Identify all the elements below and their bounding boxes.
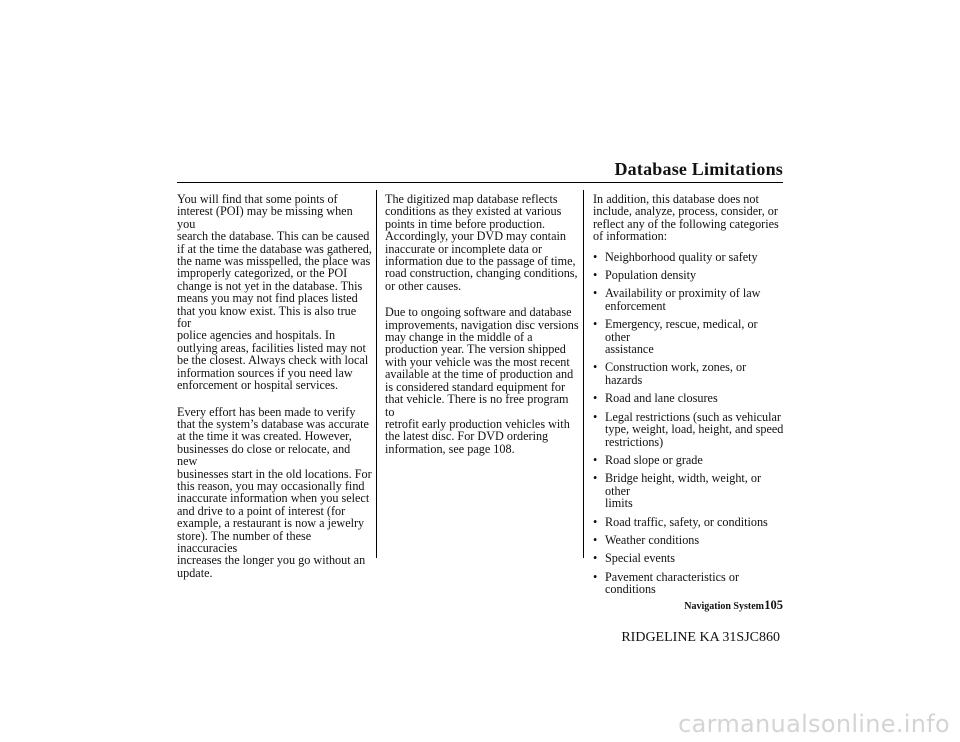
list-item-text: Emergency, rescue, medical, or other assistance <box>605 317 758 357</box>
column-left <box>177 193 373 593</box>
column-divider <box>583 190 584 558</box>
list-item-text: Legal restrictions (such as vehicular type, weight, load, height, and speed restrictions) <box>605 409 784 449</box>
list-item-text: Special events <box>605 551 676 566</box>
list-item-text: Road traffic, safety, or conditions <box>605 514 768 529</box>
list-item <box>593 251 785 263</box>
list-item <box>593 534 785 546</box>
bullet-icon: • <box>593 514 598 529</box>
bullet-icon: • <box>593 317 598 332</box>
page-title: Database Limitations <box>614 159 783 179</box>
page-number: 105 <box>764 598 783 612</box>
list-item <box>593 361 785 386</box>
bullet-icon: • <box>593 391 598 406</box>
bullet-icon: • <box>593 360 598 375</box>
bullet-icon: • <box>593 551 598 566</box>
list-item-text: Pavement characteristics or conditions <box>605 569 740 597</box>
list-item <box>593 392 785 404</box>
list-item <box>593 287 785 312</box>
bullet-icon: • <box>593 452 598 467</box>
list-item <box>593 552 785 564</box>
list-item-text: Bridge height, width, weight, or other limits <box>605 471 762 511</box>
list-item <box>593 472 785 509</box>
list-item <box>593 411 785 448</box>
list-item-text: Road and lane closures <box>605 391 718 406</box>
column-middle <box>385 193 579 469</box>
paragraph: You will find that some points of interest (POI) may be missing when you search the database. This can be caused if at the time the database was gathered, the name was misspelled, the place was improperly categorized, or the POI change is not yet in the database. This means you may not find places listed that you know exist. This is also true for police agencies and hospitals. In outlying areas, facilities listed may not be the closest. Always check with local information sources if you need law enforcement or hospital services. <box>177 192 372 393</box>
bullet-icon: • <box>593 471 598 486</box>
paragraph: Every effort has been made to verify that the system’s database was accurate at the time it was created. However, businesses do close or relocate, and new businesses start in the old locations. For this reason, you may occasionally find inaccurate information when you select and drive to a point of interest (for example, a restaurant is now a jewelry store). The number of these inaccuracies increases the longer you go without an update. <box>177 404 372 580</box>
list-item-text: Availability or proximity of law enforcement <box>605 286 761 313</box>
model-code: RIDGELINE KA 31SJC860 <box>621 630 780 645</box>
list-item-text: Population density <box>605 268 697 283</box>
column-right <box>593 193 785 602</box>
bullet-icon: • <box>593 409 598 424</box>
list-item <box>593 571 785 596</box>
list-item-text: Road slope or grade <box>605 452 703 467</box>
bullet-icon: • <box>593 249 598 264</box>
watermark: carmanualsonline.info <box>678 710 950 738</box>
list-item-text: Construction work, zones, or hazards <box>605 360 747 387</box>
list-item-text: Weather conditions <box>605 532 700 547</box>
bullet-icon: • <box>593 286 598 301</box>
list-item <box>593 269 785 281</box>
bullet-icon: • <box>593 569 598 584</box>
list-item-text: Neighborhood quality or safety <box>605 249 758 264</box>
paragraph: Due to ongoing software and database improvements, navigation disc versions may change in the middle of a production year. The version shipped with your vehicle was the most recent available at the time of production and is considered standard equipment for that vehicle. There is no free program to retrofit early production vehicles with the latest disc. For DVD ordering information, see page 108. <box>385 305 579 456</box>
footer-section-label: Navigation System <box>684 601 764 612</box>
bullet-icon: • <box>593 268 598 283</box>
bullet-icon: • <box>593 532 598 547</box>
list-item <box>593 318 785 355</box>
list-item <box>593 516 785 528</box>
header-rule <box>177 182 783 183</box>
limitations-list <box>593 251 785 596</box>
list-item <box>593 454 785 466</box>
column-divider <box>376 190 377 558</box>
paragraph: The digitized map database reflects conditions as they existed at various points in time before production. Accordingly, your DVD may contain inaccurate or incomplete data or information due to the passage of time, road construction, changing conditions, or other causes. <box>385 192 578 293</box>
intro-paragraph: In addition, this database does not include, analyze, process, consider, or reflect any of the following categories of information: <box>593 192 779 244</box>
